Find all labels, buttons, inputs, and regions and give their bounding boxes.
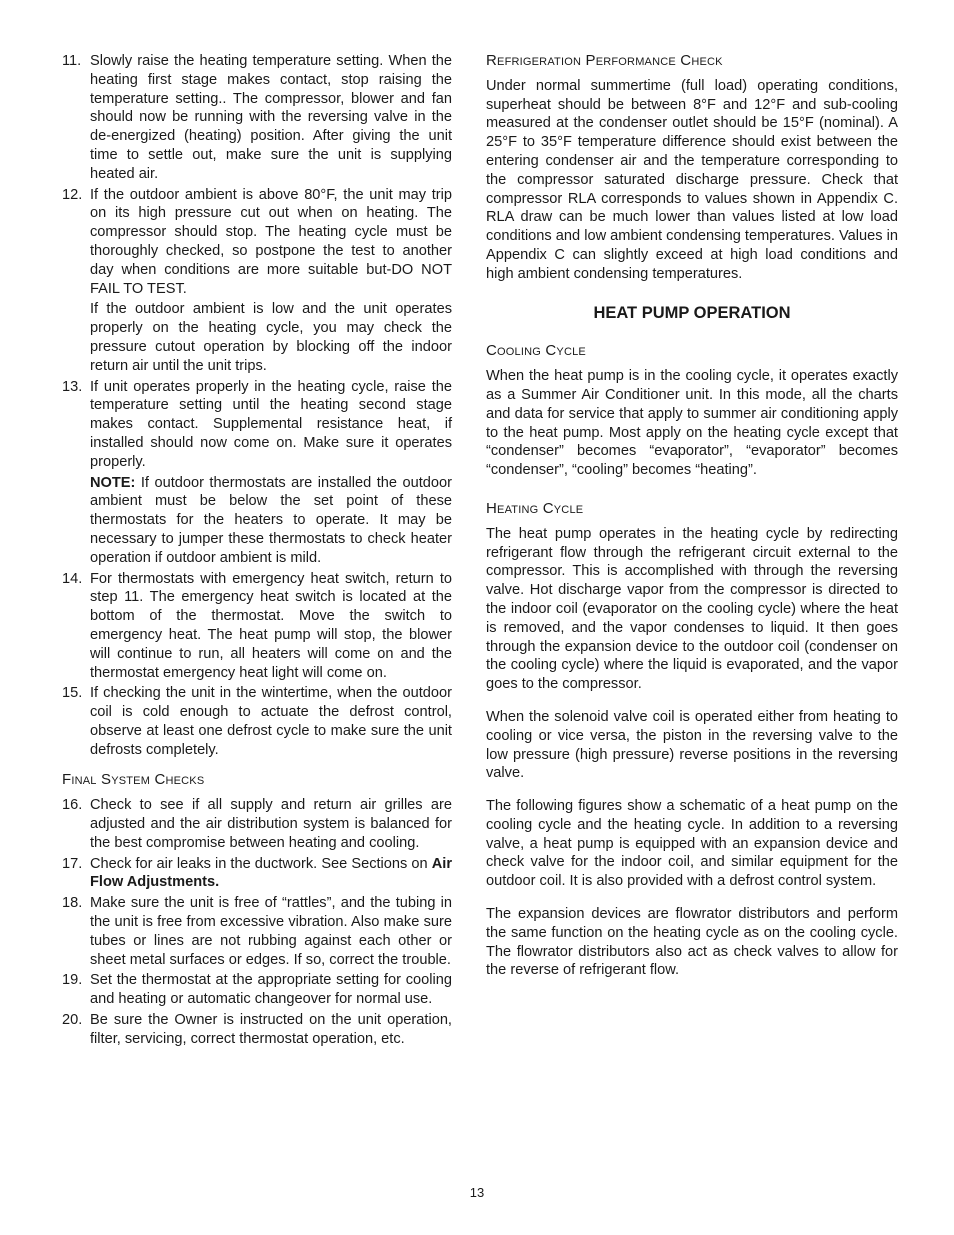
item-text: Check to see if all supply and return air grilles are adjusted and the air distribution system is balanced for the best compromise between heating and cooling. — [90, 797, 452, 851]
item-text: Slowly raise the heating temperature setting. When the heating first stage makes contact, stop raising the temperature setting.. The compressor, blower and fan should now be running with the reversing valve in the de-energized (heating) position. After giving the unit time to settle out, make sure the unit is supplying heated air. — [90, 53, 452, 182]
list-item-13 — [62, 378, 452, 472]
refrigeration-paragraph: Under normal summertime (full load) operating conditions, superheat should be between 8°F and 12°F and sub-cooling measured at the condenser outlet should be 15°F (nominal). A 25°F to 35°F temperature difference should exist between the entering condenser air and the temperature corresponding to the compressor saturated discharge pressure. Check that compressor RLA corresponds to values shown in Appendix C. RLA draw can be much lower than values listed at low load conditions and low ambient condensing temperatures. Values in Appendix C can slightly exceed at high load conditions and high ambient condensing temperatures. — [486, 77, 898, 282]
item-number: 12. — [62, 186, 83, 203]
item-text: If the outdoor ambient is above 80°F, the unit may trip on its high pressure cut out when on heating. The compressor should stop. The heating cycle must be thoroughly checked, so postpone the test to another day when conditions are more suitable but-DO NOT FAIL TO TEST. — [90, 186, 452, 297]
heating-paragraph-2: When the solenoid valve coil is operated either from heating to cooling or vice versa, the piston in the reversing valve to the low pressure (high pressure) reverse positions in the reversing valve. — [486, 708, 898, 782]
item-number: 20. — [62, 1012, 83, 1029]
note-label: NOTE: — [90, 474, 136, 491]
item-text-plain: Check for air leaks in the ductwork. See Sections on — [90, 855, 432, 872]
item-text: If unit operates properly in the heating cycle, raise the temperature setting until the heating second stage makes contact. Supplemental resistance heat, if installed should now come on. Make sure it operates properly. — [90, 378, 452, 470]
item-text: Be sure the Owner is instructed on the unit operation, filter, servicing, correct thermostat operation, etc. — [90, 1012, 452, 1047]
list-item-20 — [62, 1011, 452, 1049]
heating-paragraph-4: The expansion devices are flowrator distributors and perform the same function on the heating cycle as on the cooling cycle. The flowrator distributors also act as check valves to allow for the reverse of refrigerant flow. — [486, 906, 898, 979]
item-number: 18. — [62, 895, 83, 912]
item-number: 19. — [62, 972, 83, 989]
note-text: If outdoor thermostats are installed the outdoor ambient must be below the set point of these thermostats for the heaters to operate. It may be necessary to jumper these thermostats to check heater operation if outdoor ambient is mild. — [90, 474, 452, 566]
item-text-bold: Air Flow Adjustments. — [90, 855, 452, 891]
heating-paragraph-1: The heat pump operates in the heating cycle by redirecting refrigerant flow through the refrigerant circuit external to the compressor. This is accomplished with through the reversing valve. Hot discharge vapor from the compressor is directed to the indoor coil (evaporator on the cooling cycle) where the heat is removed, and the vapor condenses to liquid. It then goes through the expansion device to the outdoor coil (condenser on the cooling cycle) where the liquid is evaporated, and the vapor goes to the compressor. — [486, 525, 898, 693]
item-number: 13. — [62, 378, 83, 395]
heating-paragraph-3: The following figures show a schematic of a heat pump on the cooling cycle and the heating cycle. In addition to a reversing valve, a heat pump is equipped with an expansion device and check valve for the indoor coil, and similar equipment for the outdoor coil. It is also provided with a defrost control system. — [486, 798, 898, 890]
item-number: 16. — [62, 797, 83, 814]
section-heading-cooling-cycle: Cooling Cycle — [486, 342, 586, 360]
cooling-paragraph: When the heat pump is in the cooling cycle, it operates exactly as a Summer Air Conditioner unit. In this mode, all the charts and data for service that apply to summer air conditioning apply to the heat pump. Most apply on the heating cycle except that “condenser” becomes “evaporator”, “evaporator” becomes “condenser”, “cooling” becomes “heating”. — [486, 368, 898, 479]
section-heading-refrigeration-performance-check: Refrigeration Performance Check — [486, 52, 723, 69]
item-13-note — [90, 474, 452, 568]
section-heading-heating-cycle: Heating Cycle — [486, 499, 584, 517]
section-heading-final-system-checks: Final System Checks — [62, 771, 205, 789]
list-item-14 — [62, 570, 452, 683]
list-item-11 — [62, 52, 452, 184]
list-item-16 — [62, 796, 452, 852]
item-text: Set the thermostat at the appropriate setting for cooling and heating or automatic changeover for normal use. — [90, 972, 452, 1008]
item-text — [90, 855, 452, 893]
list-item-19 — [62, 971, 452, 1009]
item-text: For thermostats with emergency heat switch, return to step 11. The emergency heat switch is located at the bottom of the thermostat. Move the switch to emergency heat. The heat pump will stop, the blower will continue to run, all heaters will come on and the thermostat emergency heat light will come on. — [90, 570, 452, 681]
left-column — [62, 52, 452, 1051]
list-item-12 — [62, 186, 452, 299]
item-text: If checking the unit in the wintertime, when the outdoor coil is cold enough to actuate the defrost control, observe at least one defrost cycle to make sure the unit defrosts completely. — [90, 685, 452, 758]
page-number: 13 — [469, 1185, 485, 1200]
section-heading-heat-pump-operation: HEAT PUMP OPERATION — [593, 303, 791, 322]
list-item-15 — [62, 684, 452, 759]
item-text: Make sure the unit is free of “rattles”, and the tubing in the unit is free from excessive vibration. Also make sure tubes or lines are not rubbing against each other or sheet metal surfaces or edges. If so, correct the trouble. — [90, 895, 452, 968]
list-item-17 — [62, 855, 452, 893]
item-12-continuation: If the outdoor ambient is low and the unit operates properly on the heating cycle, you may check the pressure cutout operation by blocking off the indoor return air until the unit trips. — [90, 301, 452, 374]
item-number: 17. — [62, 855, 83, 872]
right-column — [486, 52, 898, 994]
item-number: 11. — [62, 53, 82, 69]
item-number: 15. — [62, 685, 83, 702]
list-item-18 — [62, 894, 452, 969]
item-number: 14. — [62, 570, 83, 587]
